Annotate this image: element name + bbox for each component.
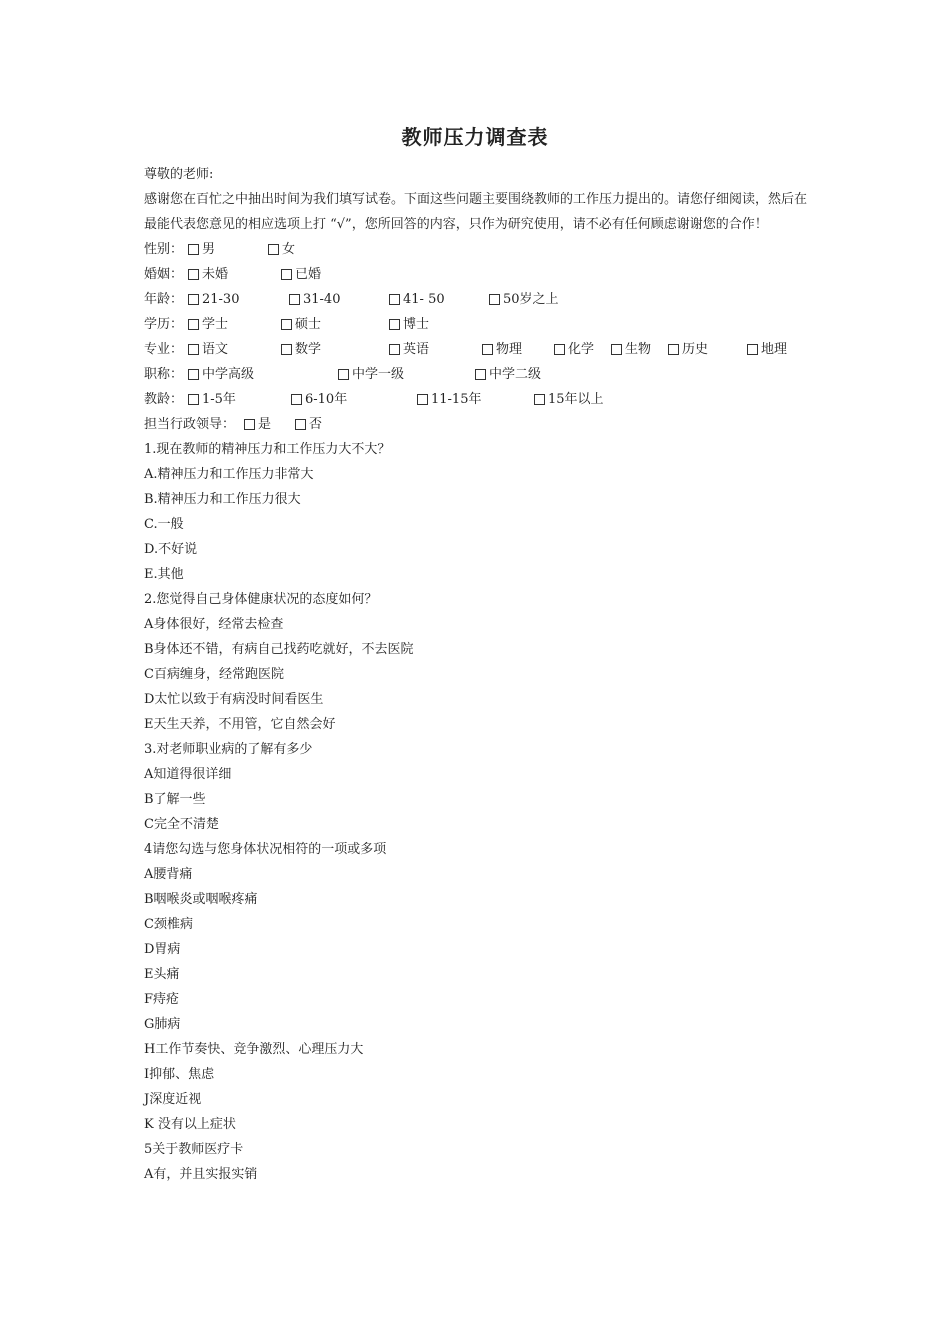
question-4-option-j[interactable]: J深度近视 [144,1092,202,1107]
question-4-option-g[interactable]: G肺病 [144,1017,181,1032]
question-2-option-a[interactable]: A身体很好，经常去检查 [144,617,284,632]
marriage-option-married[interactable]: 已婚 [281,262,321,287]
major-option-chemistry[interactable]: 化学 [554,337,611,362]
checkbox[interactable] [475,369,486,380]
checkbox[interactable] [244,419,255,430]
question-1: 1.现在教师的精神压力和工作压力大不大？ [144,442,391,457]
major-label: 专业： [144,342,184,357]
checkbox[interactable] [188,244,199,255]
checkbox[interactable] [747,344,758,355]
checkbox[interactable] [295,419,306,430]
question-5-option-a[interactable]: A有，并且实报实销 [144,1167,258,1182]
teaching-years-row [144,387,809,412]
checkbox[interactable] [188,394,199,405]
checkbox[interactable] [534,394,545,405]
question-3-option-c[interactable]: C完全不清楚 [144,817,219,832]
question-1-option-b[interactable]: B.精神压力和工作压力很大 [144,492,301,507]
major-option-physics[interactable]: 物理 [482,337,554,362]
checkbox[interactable] [281,319,292,330]
checkbox[interactable] [268,244,279,255]
major-option-history[interactable]: 历史 [668,337,747,362]
education-row [144,312,809,337]
gender-row [144,237,809,262]
question-3-option-a[interactable]: A知道得很详细 [144,767,232,782]
age-label: 年龄： [144,292,184,307]
education-label: 学历： [144,317,184,332]
teaching-years-option-4[interactable]: 15年以上 [534,387,604,412]
checkbox[interactable] [291,394,302,405]
rank-option-first[interactable]: 中学一级 [338,362,475,387]
question-4-option-c[interactable]: C颈椎病 [144,917,193,932]
checkbox[interactable] [489,294,500,305]
major-option-math[interactable]: 数学 [281,337,389,362]
question-1-option-e[interactable]: E.其他 [144,567,184,582]
checkbox[interactable] [281,269,292,280]
gender-option-male[interactable]: 男 [188,237,268,262]
checkbox[interactable] [188,369,199,380]
admin-row [144,412,809,437]
checkbox[interactable] [389,294,400,305]
teaching-years-option-3[interactable]: 11-15年 [417,387,534,412]
age-row [144,287,809,312]
question-4-option-a[interactable]: A腰背痛 [144,867,193,882]
admin-option-yes[interactable]: 是 [244,412,295,437]
major-option-chinese[interactable]: 语文 [188,337,281,362]
rank-option-senior[interactable]: 中学高级 [188,362,338,387]
marriage-option-unmarried[interactable]: 未婚 [188,262,281,287]
education-option-doctor[interactable]: 博士 [389,312,429,337]
age-option-3[interactable]: 41- 50 [389,287,489,312]
question-5: 5关于教师医疗卡 [144,1142,244,1157]
checkbox[interactable] [188,319,199,330]
question-2: 2.您觉得自己身体健康状况的态度如何？ [144,592,378,607]
age-option-4[interactable]: 50岁之上 [489,287,559,312]
age-option-1[interactable]: 21-30 [188,287,289,312]
rank-option-second[interactable]: 中学二级 [475,362,541,387]
checkbox[interactable] [281,344,292,355]
education-option-bachelor[interactable]: 学士 [188,312,281,337]
question-2-option-d[interactable]: D太忙以致于有病没时间看医生 [144,692,324,707]
admin-label: 担当行政领导： [144,417,236,432]
checkbox[interactable] [389,319,400,330]
admin-option-no[interactable]: 否 [295,412,322,437]
checkbox[interactable] [188,294,199,305]
teaching-years-label: 教龄： [144,392,184,407]
question-1-option-c[interactable]: C.一般 [144,517,184,532]
rank-label: 职称： [144,367,184,382]
question-4-option-k[interactable]: K 没有以上症状 [144,1117,236,1132]
gender-option-female[interactable]: 女 [268,237,295,262]
checkbox[interactable] [554,344,565,355]
question-1-option-a[interactable]: A.精神压力和工作压力非常大 [144,467,314,482]
education-option-master[interactable]: 硕士 [281,312,389,337]
question-4-option-f[interactable]: F痔疮 [144,992,180,1007]
rank-row [144,362,809,387]
checkbox[interactable] [289,294,300,305]
question-2-option-b[interactable]: B身体还不错，有病自己找药吃就好，不去医院 [144,642,414,657]
teaching-years-option-2[interactable]: 6-10年 [291,387,417,412]
checkbox[interactable] [389,344,400,355]
checkbox[interactable] [611,344,622,355]
major-option-geography[interactable]: 地理 [747,337,787,362]
checkbox[interactable] [668,344,679,355]
question-2-option-e[interactable]: E天生天养，不用管，它自然会好 [144,717,336,732]
checkbox[interactable] [482,344,493,355]
question-4: 4请您勾选与您身体状况相符的一项或多项 [144,842,387,857]
question-4-option-h[interactable]: H工作节奏快、竞争激烈、心理压力大 [144,1042,364,1057]
question-3-option-b[interactable]: B了解一些 [144,792,206,807]
checkbox[interactable] [338,369,349,380]
question-1-option-d[interactable]: D.不好说 [144,542,198,557]
survey-content [144,162,809,1187]
checkbox[interactable] [188,269,199,280]
checkbox[interactable] [188,344,199,355]
question-4-option-d[interactable]: D胃病 [144,942,181,957]
greeting: 尊敬的老师: [144,167,214,182]
age-option-2[interactable]: 31-40 [289,287,389,312]
teaching-years-option-1[interactable]: 1-5年 [188,387,291,412]
marriage-row [144,262,809,287]
major-option-english[interactable]: 英语 [389,337,482,362]
question-4-option-b[interactable]: B咽喉炎或咽喉疼痛 [144,892,258,907]
marriage-label: 婚姻： [144,267,184,282]
major-row [144,337,809,362]
document-title: 教师压力调查表 [401,125,549,149]
question-3: 3.对老师职业病的了解有多少 [144,742,313,757]
question-4-option-e[interactable]: E头痛 [144,967,180,982]
intro-paragraph: 感谢您在百忙之中抽出时间为我们填写试卷。下面这些问题主要围绕教师的工作压力提出的。请您仔细阅读，然后在最能代表您意见的相应选项上打 “√”，您所回答的内容，只作为研究使用，请不必有任何顾虑谢谢您的合作！ [144,192,808,232]
question-4-option-i[interactable]: I抑郁、焦虑 [144,1067,215,1082]
question-2-option-c[interactable]: C百病缠身，经常跑医院 [144,667,284,682]
major-option-biology[interactable]: 生物 [611,337,668,362]
checkbox[interactable] [417,394,428,405]
gender-label: 性别： [144,242,184,257]
